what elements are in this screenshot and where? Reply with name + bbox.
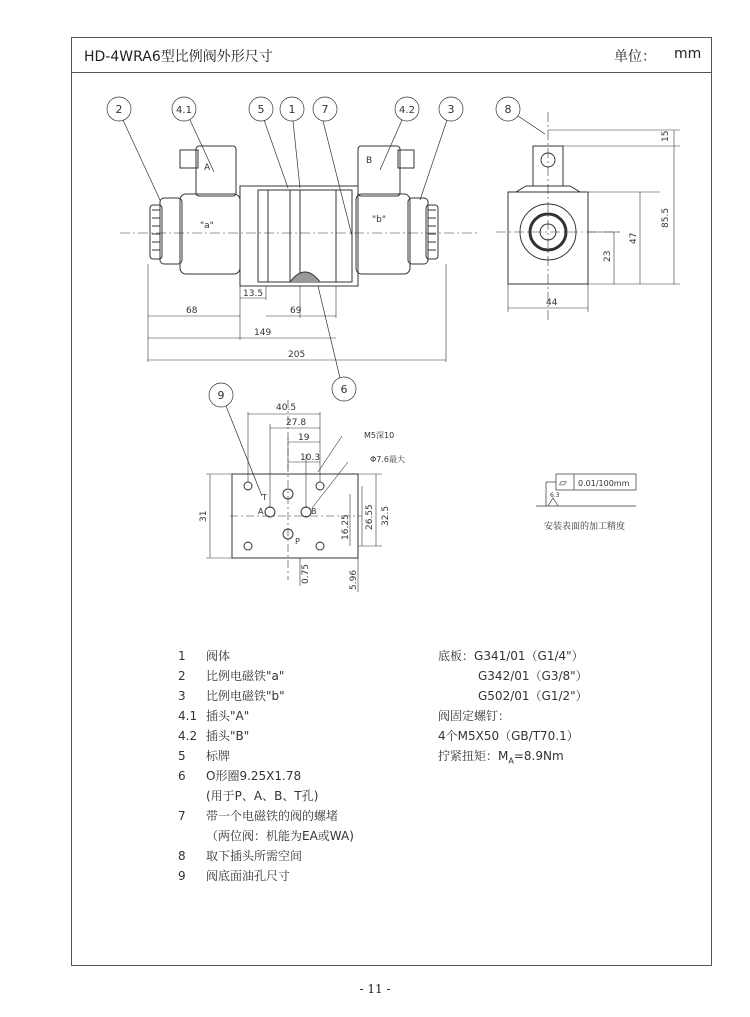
callout-4-2: 4.2 <box>399 105 415 116</box>
solenoid-a-label: "a" <box>200 221 214 231</box>
dim-10-3: 10.3 <box>300 453 321 463</box>
part-row: 2 比例电磁铁"a" <box>178 669 285 683</box>
callout-4-1: 4.1 <box>176 105 192 116</box>
specs-block <box>438 647 678 777</box>
screw-value: 4个M5X50（GB/T70.1） <box>438 729 579 743</box>
unit-value: mm <box>674 46 702 62</box>
part-row: (用于P、A、B、T孔) <box>206 789 319 803</box>
port-p-label: P <box>295 537 300 546</box>
part-row: 9 阀底面油孔尺寸 <box>178 869 291 883</box>
drawing-title: HD-4WRA6型比例阀外形尺寸 <box>84 49 273 65</box>
dim-27-8: 27.8 <box>286 418 307 428</box>
dim-15: 15 <box>661 130 671 142</box>
dim-149: 149 <box>254 328 272 338</box>
dim-26-55: 26.55 <box>365 504 375 530</box>
solenoid-a-body <box>180 194 240 274</box>
dim-0-75: 0.75 <box>301 563 311 584</box>
part-row: 8 取下插头所需空间 <box>178 849 303 863</box>
base-1: G341/01（G1/4"） <box>474 649 584 663</box>
dim-23: 23 <box>603 250 613 262</box>
part-row: 5 标牌 <box>178 749 231 763</box>
callout-8: 8 <box>504 103 512 116</box>
flatness-value: 0.01/100mm <box>578 479 630 488</box>
part-row: 4.2 插头"B" <box>178 729 250 743</box>
base-label: 底板： <box>438 649 475 663</box>
dim-47: 47 <box>629 232 639 244</box>
solenoid-b-body <box>356 194 410 274</box>
torque-value: 拧紧扭矩：$M_A=8.9Nm$ <box>438 749 564 766</box>
solenoid-b-label: "b" <box>372 215 386 225</box>
dim-19: 19 <box>298 433 310 443</box>
part-row: 6 O形圈9.25X1.78 <box>178 769 302 783</box>
dim-69: 69 <box>290 306 302 316</box>
callout-2: 2 <box>115 103 123 116</box>
port-a-label: A <box>258 507 264 516</box>
callout-1: 1 <box>288 103 296 116</box>
port-t-label: T <box>262 493 267 502</box>
callout-6: 6 <box>340 383 348 396</box>
roughness-value: 6.3 <box>550 492 560 499</box>
part-row: （两位阀：机能为EA或WA) <box>206 829 354 843</box>
part-row: 7 带一个电磁铁的阀的螺堵 <box>178 809 339 823</box>
side-view <box>496 112 680 320</box>
dim-5-96: 5.96 <box>349 569 359 590</box>
dim-40-5: 40.5 <box>276 403 297 413</box>
page-number: - 11 - <box>359 982 391 996</box>
screw-label: 阀固定螺钉： <box>438 709 511 723</box>
flatness-symbol: ▱ <box>559 478 567 489</box>
base-2: G342/01（G3/8"） <box>478 669 588 683</box>
mounting-surface-view <box>206 400 382 592</box>
flatness-note: 安装表面的加工精度 <box>544 522 626 532</box>
dim-44: 44 <box>546 298 558 308</box>
dim-68: 68 <box>186 306 198 316</box>
callout-7: 7 <box>321 103 329 116</box>
dim-32-5: 32.5 <box>381 505 391 526</box>
parts-legend <box>178 647 438 887</box>
part-row: 1 阀体 <box>178 649 231 663</box>
callout-9: 9 <box>217 389 225 402</box>
dim-31: 31 <box>199 510 209 522</box>
callout-3: 3 <box>447 103 455 116</box>
dim-85-5: 85.5 <box>661 207 671 228</box>
dim-13-5: 13.5 <box>243 289 264 299</box>
base-3: G502/01（G1/2"） <box>478 689 588 703</box>
m5-label: M5深10 <box>364 431 395 440</box>
unit-label: 单位： <box>614 49 656 65</box>
port-b-label: B <box>311 507 317 516</box>
part-row: 3 比例电磁铁"b" <box>178 689 285 703</box>
plug-a <box>196 146 236 196</box>
part-row: 4.1 插头"A" <box>178 709 250 723</box>
dim-205: 205 <box>288 350 306 360</box>
callout-group <box>107 97 545 496</box>
plug-a-label: A <box>204 163 211 173</box>
phi-label: Φ7.6最大 <box>370 455 406 464</box>
callout-5: 5 <box>257 103 265 116</box>
dim-16-25: 16.25 <box>341 514 351 540</box>
plug-b-label: B <box>366 156 373 166</box>
plug-b <box>358 146 400 196</box>
